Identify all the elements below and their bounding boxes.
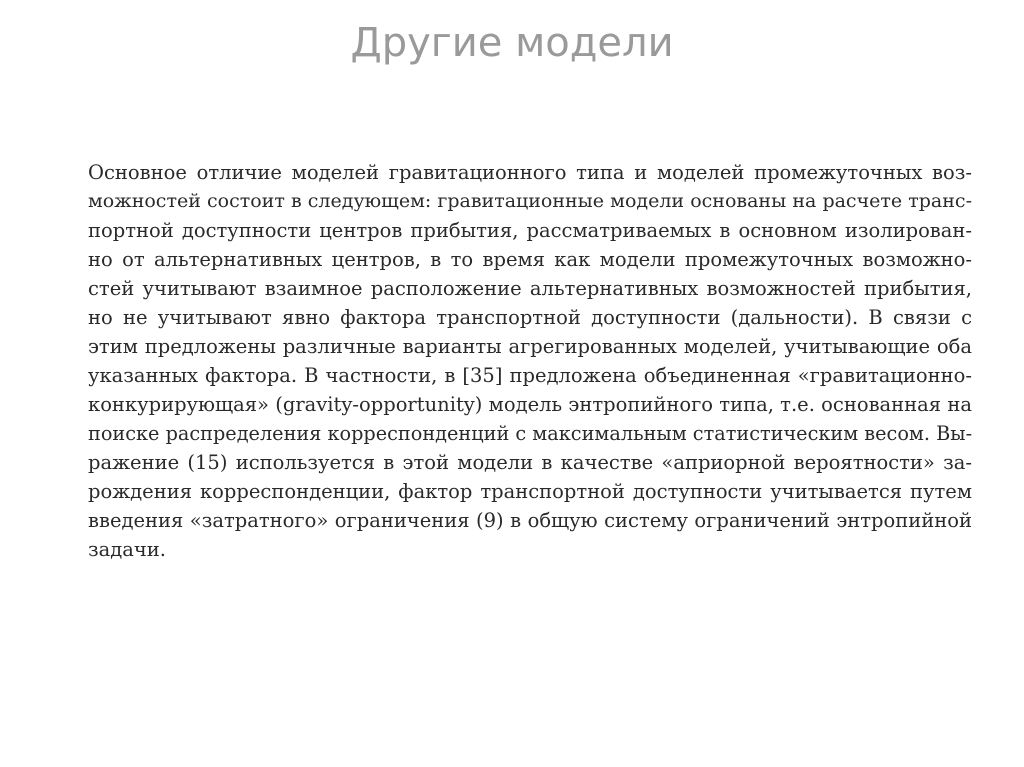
text-line: ражение (15) используется в этой модели в качестве «априорной вероятности» за- [88, 451, 972, 474]
text-line: Основное отличие моделей гравитационного типа и моделей промежуточных воз- [88, 161, 972, 184]
text-line: но не учитывают явно фактора транспортной доступности (дальности). В связи с [88, 306, 972, 329]
text-line: указанных фактора. В частности, в [35] предложена объединенная «гравитационно- [88, 364, 972, 387]
text-line: поиске распределения корреспонденций с максимальным статистическим весом. Вы- [88, 422, 972, 445]
text-line: введения «затратного» ограничения (9) в общую систему ограничений энтропийной [88, 509, 972, 532]
text-line: задачи. [88, 538, 166, 561]
text-line: портной доступности центров прибытия, рассматриваемых в основном изолирован- [88, 219, 972, 242]
slide-title: Другие модели [350, 20, 674, 66]
text-line: конкурирующая» (gravity-opportunity) модель энтропийного типа, т.е. основанная на [88, 393, 972, 416]
scanned-text-block [88, 158, 972, 564]
text-line: рождения корреспонденции, фактор транспортной доступности учитывается путем [88, 480, 972, 503]
text-line: но от альтернативных центров, в то время как модели промежуточных возможно- [88, 248, 972, 271]
text-line: этим предложены различные варианты агрегированных моделей, учитывающие оба [88, 335, 972, 358]
text-line: стей учитывают взаимное расположение альтернативных возможностей прибытия, [88, 277, 972, 300]
text-line: можностей состоит в следующем: гравитационные модели основаны на расчете транс- [88, 190, 972, 212]
